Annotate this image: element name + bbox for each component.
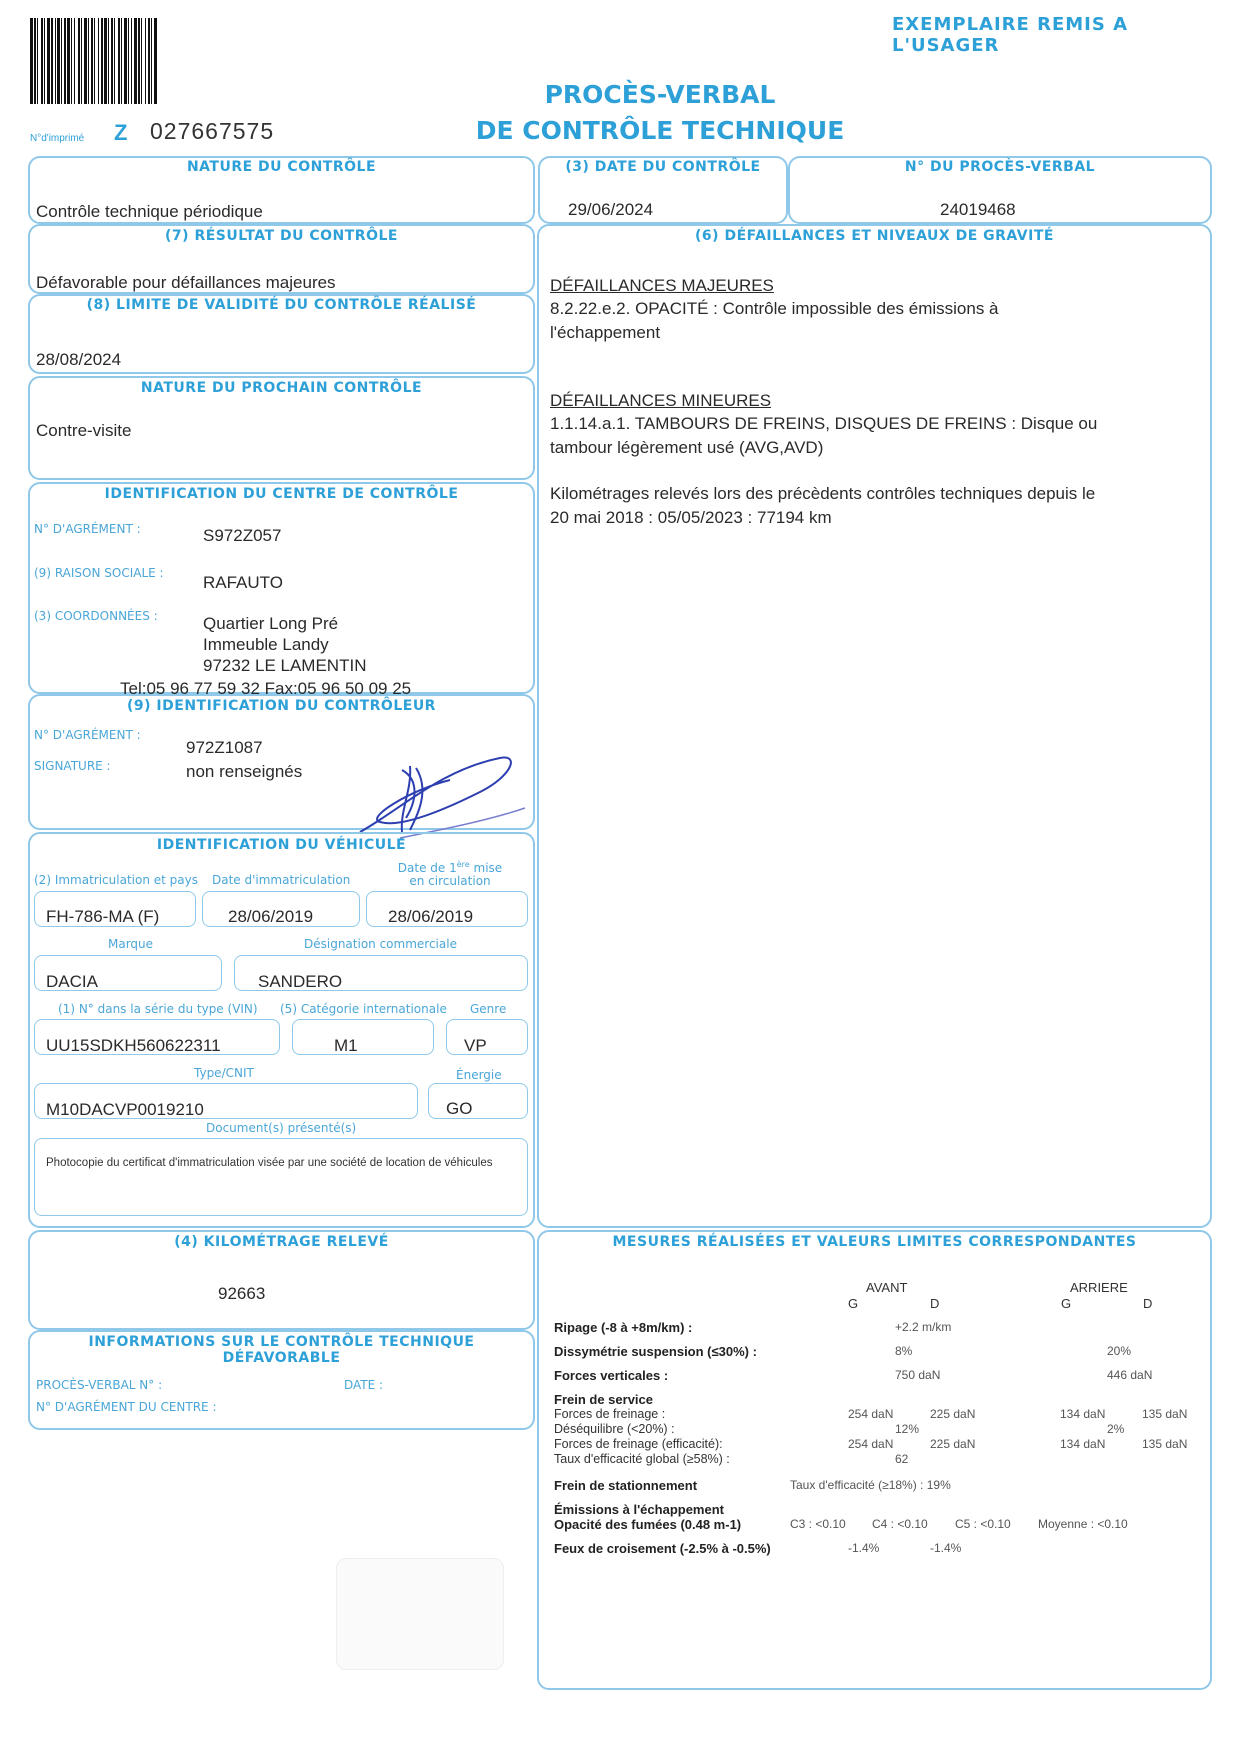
- defaillances-box: [537, 224, 1212, 1228]
- page-title-line1: PROCÈS-VERBAL: [544, 80, 776, 109]
- feux-d-value: -1.4%: [930, 1541, 962, 1555]
- docs-label: Document(s) présenté(s): [206, 1121, 357, 1135]
- forces-eff-label: Forces de freinage (efficacité):: [554, 1437, 723, 1451]
- date-immat-label: Date d'immatriculation: [212, 873, 351, 887]
- dissym-av-value: 8%: [895, 1344, 913, 1358]
- date-immat-value: 28/06/2019: [228, 907, 314, 926]
- forces-vert-av-value: 750 daN: [895, 1368, 941, 1382]
- date-mise-label-part2: en circulation: [409, 874, 491, 888]
- mesures-arriere-d: D: [1143, 1296, 1153, 1311]
- moyenne-value: Moyenne : <0.10: [1038, 1517, 1128, 1531]
- genre-label: Genre: [470, 1002, 507, 1016]
- ff-arg-value: 134 daN: [1060, 1407, 1106, 1421]
- immat-label: (2) Immatriculation et pays: [34, 873, 198, 887]
- mesures-heading: MESURES RÉALISÉES ET VALEURS LIMITES CORRESPONDANTES: [612, 1234, 1137, 1250]
- majeures-line1: 8.2.22.e.2. OPACITÉ : Contrôle impossible des émissions à: [550, 299, 999, 318]
- centre-heading: IDENTIFICATION DU CENTRE DE CONTRÔLE: [104, 486, 459, 502]
- centre-addr2: Immeuble Landy: [203, 635, 329, 654]
- majeures-title: DÉFAILLANCES MAJEURES: [550, 276, 774, 295]
- categorie-value: M1: [334, 1036, 358, 1055]
- kilometrage-value: 92663: [218, 1284, 266, 1303]
- controleur-signature-label: SIGNATURE :: [34, 759, 111, 773]
- c3-value: C3 : <0.10: [790, 1517, 846, 1531]
- num-pv-value: 24019468: [940, 200, 1016, 219]
- deseq-av-value: 12%: [895, 1422, 920, 1436]
- controleur-agrement-label: N° D'AGRÉMENT :: [34, 728, 141, 742]
- forces-frein-label: Forces de freinage :: [554, 1407, 666, 1421]
- barcode: [30, 18, 298, 104]
- frein-service-label: Frein de service: [554, 1392, 653, 1407]
- ff-avg-value: 254 daN: [848, 1407, 894, 1421]
- centre-raison-value: RAFAUTO: [203, 573, 283, 592]
- centre-addr3: 97232 LE LAMENTIN: [203, 656, 367, 675]
- centre-agrement-label: N° D'AGRÉMENT :: [34, 522, 141, 536]
- stationnement-label: Frein de stationnement: [554, 1478, 698, 1493]
- designation-label: Désignation commerciale: [304, 937, 457, 951]
- mesures-avant-d: D: [930, 1296, 940, 1311]
- docs-value: Photocopie du certificat d'immatriculation visée par une société de location de véhicules: [46, 1157, 493, 1169]
- dissym-label: Dissymétrie suspension (≤30%) :: [554, 1344, 757, 1359]
- num-pv-heading: N° DU PROCÈS-VERBAL: [904, 159, 1096, 175]
- imprime-letter: Z: [114, 120, 128, 145]
- km-line2: 20 mai 2018 : 05/05/2023 : 77194 km: [550, 508, 832, 527]
- fe-avg-value: 254 daN: [848, 1437, 894, 1451]
- controleur-signature-value: non renseignés: [186, 762, 303, 781]
- imprime-label: N°d'imprimé: [30, 133, 85, 144]
- vin-value: UU15SDKH560622311: [46, 1036, 221, 1055]
- limite-value: 28/08/2024: [36, 350, 122, 369]
- defaillances-heading: (6) DÉFAILLANCES ET NIVEAUX DE GRAVITÉ: [695, 228, 1054, 244]
- ff-avd-value: 225 daN: [930, 1407, 976, 1421]
- docs-field: [34, 1138, 528, 1216]
- genre-value: VP: [464, 1036, 487, 1055]
- c4-value: C4 : <0.10: [872, 1517, 928, 1531]
- date-mise-label-part1b: mise: [469, 861, 503, 875]
- date-mise-label-part1: Date de 1: [397, 861, 457, 875]
- limite-heading: (8) LIMITE DE VALIDITÉ DU CONTRÔLE RÉALISÉ: [86, 297, 477, 313]
- defavorable-pv-label: PROCÈS-VERBAL N° :: [36, 1378, 163, 1392]
- feux-label: Feux de croisement (-2.5% à -0.5%): [554, 1541, 771, 1556]
- imprime-number: 027667575: [150, 118, 275, 144]
- resultat-value: Défavorable pour défaillances majeures: [36, 273, 336, 292]
- genre-field: [446, 1019, 528, 1055]
- fe-avd-value: 225 daN: [930, 1437, 976, 1451]
- date-mise-label-sup: ère: [456, 860, 470, 869]
- centre-agrement-value: S972Z057: [203, 526, 282, 545]
- controleur-agrement-value: 972Z1087: [186, 738, 263, 757]
- date-controle-heading: (3) DATE DU CONTRÔLE: [565, 159, 761, 175]
- controleur-heading: (9) IDENTIFICATION DU CONTRÔLEUR: [127, 698, 436, 714]
- mineures-line2: tambour légèrement usé (AVG,AVD): [550, 438, 824, 457]
- mesures-avant-g: G: [848, 1296, 859, 1311]
- feux-g-value: -1.4%: [848, 1541, 880, 1555]
- opacite-label: Opacité des fumées (0.48 m-1): [554, 1517, 742, 1532]
- type-label: Type/CNIT: [194, 1066, 254, 1080]
- forces-vert-label: Forces verticales :: [554, 1368, 669, 1383]
- defavorable-date-label: DATE :: [344, 1378, 384, 1392]
- taux-label: Taux d'efficacité global (≥58%) :: [554, 1452, 730, 1466]
- page-title-line2: DE CONTRÔLE TECHNIQUE: [475, 116, 845, 145]
- ff-ard-value: 135 daN: [1142, 1407, 1188, 1421]
- categorie-label: (5) Catégorie internationale: [280, 1002, 447, 1016]
- mesures-arriere-g: G: [1061, 1296, 1072, 1311]
- mesures-arriere-label: ARRIERE: [1070, 1280, 1128, 1295]
- prochain-heading: NATURE DU PROCHAIN CONTRÔLE: [140, 380, 423, 396]
- marque-label: Marque: [108, 937, 154, 951]
- energie-value: GO: [446, 1099, 473, 1118]
- mesures-avant-label: AVANT: [866, 1280, 908, 1295]
- vehicule-heading: IDENTIFICATION DU VÉHICULE: [156, 837, 407, 853]
- taux-value: 62: [895, 1452, 909, 1466]
- centre-raison-label: (9) RAISON SOCIALE :: [34, 566, 164, 580]
- date-mise-value: 28/06/2019: [388, 907, 474, 926]
- vin-label: (1) N° dans la série du type (VIN): [58, 1002, 258, 1016]
- km-line1: Kilométrages relevés lors des précèdents contrôles techniques depuis le: [550, 484, 1096, 503]
- fe-arg-value: 134 daN: [1060, 1437, 1106, 1451]
- faint-stamp: [336, 1558, 504, 1670]
- centre-coord-label: (3) COORDONNÉES :: [34, 609, 158, 623]
- mineures-line1: 1.1.14.a.1. TAMBOURS DE FREINS, DISQUES DE FREINS : Disque ou: [550, 414, 1098, 433]
- marque-value: DACIA: [46, 972, 98, 991]
- emissions-label: Émissions à l'échappement: [554, 1502, 724, 1517]
- date-controle-value: 29/06/2024: [568, 200, 654, 219]
- majeures-line2: l'échappement: [550, 323, 661, 342]
- immat-value: FH-786-MA (F): [46, 907, 160, 926]
- energie-field: [428, 1083, 528, 1119]
- centre-tel: Tel:05 96 77 59 32 Fax:05 96 50 09 25: [120, 679, 412, 698]
- nature-value: Contrôle technique périodique: [36, 202, 263, 221]
- kilometrage-heading: (4) KILOMÉTRAGE RELEVÉ: [174, 1234, 389, 1250]
- exemplaire-label: EXEMPLAIRE REMIS A L'USAGER: [892, 14, 1129, 56]
- deseq-ar-value: 2%: [1107, 1422, 1125, 1436]
- type-value: M10DACVP0019210: [46, 1100, 204, 1119]
- centre-addr1: Quartier Long Pré: [203, 614, 339, 633]
- mineures-title: DÉFAILLANCES MINEURES: [550, 391, 772, 410]
- resultat-heading: (7) RÉSULTAT DU CONTRÔLE: [165, 228, 398, 244]
- dissym-ar-value: 20%: [1107, 1344, 1132, 1358]
- defavorable-heading: INFORMATIONS SUR LE CONTRÔLE TECHNIQUE DÉFAVORABLE: [88, 1334, 475, 1366]
- ripage-label: Ripage (-8 à +8m/km) :: [554, 1320, 693, 1335]
- designation-value: SANDERO: [258, 972, 343, 991]
- c5-value: C5 : <0.10: [955, 1517, 1011, 1531]
- deseq-label: Déséquilibre (<20%) :: [554, 1422, 675, 1436]
- energie-label: Énergie: [456, 1068, 502, 1082]
- forces-vert-ar-value: 446 daN: [1107, 1368, 1153, 1382]
- defavorable-agrement-label: N° D'AGRÉMENT DU CENTRE :: [36, 1400, 217, 1414]
- date-mise-label: [390, 858, 510, 888]
- nature-heading: NATURE DU CONTRÔLE: [186, 159, 377, 175]
- categorie-field: [292, 1019, 434, 1055]
- stationnement-value: Taux d'efficacité (≥18%) : 19%: [790, 1478, 951, 1492]
- fe-ard-value: 135 daN: [1142, 1437, 1188, 1451]
- ripage-value: +2.2 m/km: [895, 1320, 952, 1334]
- prochain-value: Contre-visite: [36, 421, 132, 440]
